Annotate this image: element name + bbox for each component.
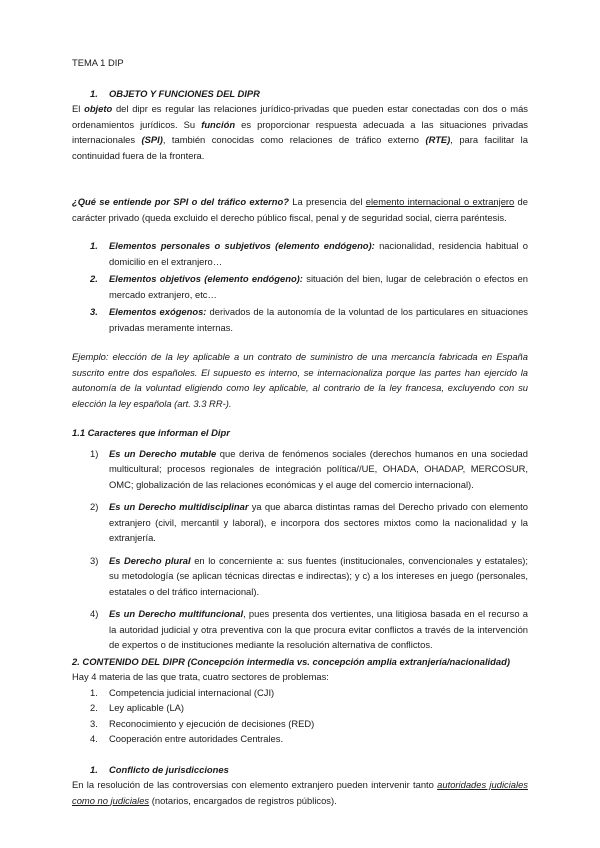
list-item — [90, 499, 528, 546]
text-run: La presencia del — [289, 196, 366, 207]
list-label: Es un Derecho mutable — [109, 447, 217, 459]
list-item — [90, 304, 528, 335]
text-run: , para facilitar la continuidad fuera de la frontera. — [72, 134, 528, 161]
text-run: de carácter privado (queda excluido el derecho público fiscal, penal y de seguridad social, cierra paréntesis. — [72, 196, 528, 223]
list-text: ya que abarca distintas ramas del Derecho privado con elemento extranjero (civil, mercantil y laboral), e incorpora dos sectores mixtos como la nacionalidad y la extranjería. — [109, 501, 528, 543]
document-page — [72, 55, 528, 808]
underlined-term: elemento internacional o extranjero — [365, 196, 515, 207]
section-1-title: OBJETO Y FUNCIONES DEL DIPR — [109, 87, 260, 99]
list-item — [90, 238, 528, 269]
list-number: 2. — [90, 273, 98, 284]
list-number: 3. — [90, 717, 98, 729]
section-1-number: 1. — [90, 87, 98, 99]
elements-list — [72, 238, 528, 335]
question-text: ¿Qué se entiende por SPI o del tráfico externo? — [72, 196, 289, 207]
list-text: situación del bien, lugar de celebración o efectos en mercado extranjero, etc… — [109, 273, 528, 300]
term-objeto: objeto — [84, 103, 113, 114]
list-item — [90, 606, 528, 653]
list-label: Es Derecho plural — [109, 554, 191, 566]
list-number: 2) — [90, 501, 99, 512]
term-funcion: función — [201, 118, 236, 130]
characters-list — [72, 446, 528, 653]
section-3-paragraph — [72, 777, 528, 808]
list-text: nacionalidad, residencia habitual o domicilio en el extranjero… — [109, 240, 528, 267]
text-run: (notarios, encargados de registros públicos). — [149, 794, 337, 806]
text-run: En la resolución de las controversias con elemento extranjero pueden intervenir tanto — [72, 779, 438, 790]
list-label: Elementos objetivos (elemento endógeno): — [109, 273, 303, 284]
list-text: derivados de la autonomía de la voluntad de los particulares en situaciones privadas meramente internas. — [109, 306, 528, 333]
topic-heading: TEMA 1 DIP — [72, 57, 124, 68]
list-text: Ley aplicable (LA) — [109, 702, 185, 713]
list-text: que deriva de fenómenos sociales (derechos humanos en una sociedad multicultural; procesos regionales de integración política//UE, OHADA, OHADAP, MERCOSUR, OMC; globalización de las relaciones económicas y el auge del comercio internacional). — [109, 447, 528, 490]
section-1-paragraph — [72, 101, 528, 163]
example-paragraph: Ejemplo: elección de la ley aplicable a un contrato de suministro de una mercancía fabricada en España suscrito entre dos españoles. El supuesto es interno, se internacionaliza porque las partes han ejercido la autonomía de la voluntad eligiendo como ley aplicable, al contrario de la ley francesa, excluyendo con su elección la ley española (art. 3.3 RR-). — [72, 351, 528, 409]
list-text: en lo concerniente a: sus fuentes (institucionales, convencionales y estatales); su metodología (se aplican técnicas directas e indirectas); y c) a los intereses en juego (personales, estatales o del tráfico internacional). — [109, 554, 529, 597]
list-number: 3. — [90, 306, 98, 317]
section-3-title: Conflicto de jurisdicciones — [109, 763, 229, 775]
list-number: 4) — [90, 608, 99, 619]
list-text: Reconocimiento y ejecución de decisiones (RED) — [109, 717, 315, 729]
section-1-1-title: 1.1 Caracteres que informan el Dipr — [72, 427, 230, 438]
list-label: Elementos personales o subjetivos (elemento endógeno): — [109, 240, 375, 251]
list-item — [90, 446, 528, 493]
list-item — [90, 716, 528, 732]
list-number: 3) — [90, 554, 99, 566]
section-3-number: 1. — [90, 763, 98, 775]
section-2-intro: Hay 4 materia de las que trata, cuatro sectores de problemas: — [72, 671, 329, 682]
term-rte: (RTE) — [425, 134, 451, 145]
list-number: 1) — [90, 447, 99, 459]
list-number: 4. — [90, 733, 98, 744]
list-item — [90, 271, 528, 302]
list-number: 1. — [90, 240, 98, 251]
text-run: , también conocidas como relaciones de tráfico externo — [162, 134, 426, 145]
section-3-heading — [72, 762, 528, 778]
contents-list — [72, 685, 528, 747]
term-spi: (SPI) — [141, 134, 163, 145]
list-item — [90, 700, 528, 716]
list-label: Es un Derecho multidisciplinar — [109, 501, 249, 512]
list-label: Es un Derecho multifuncional — [109, 608, 244, 619]
text-run: es proporcionar respuesta adecuada a las situaciones privadas internacionales — [72, 118, 528, 145]
list-text: Competencia judicial internacional (CJI) — [109, 686, 275, 698]
list-number: 1. — [90, 686, 98, 698]
list-item — [90, 685, 528, 701]
text-run: El — [72, 103, 85, 114]
list-item — [90, 553, 528, 600]
section-1-heading — [72, 86, 528, 102]
spi-question-paragraph — [72, 194, 528, 225]
list-label: Elementos exógenos: — [109, 306, 207, 317]
underlined-term: autoridades judiciales como no judiciales — [72, 779, 528, 806]
list-text: , pues presenta dos vertientes, una litigiosa basada en el recurso a la autoridad judicial y otra preventiva con la que procura evitar conflictos a través de la intervención de expertos o de instituciones mediante la resolución alternativa de conflictos. — [109, 608, 528, 650]
text-run: del dipr es regular las relaciones jurídico-privadas que pueden estar conectadas con dos o más ordenamientos jurídicos. Su — [72, 103, 528, 130]
list-number: 2. — [90, 702, 98, 713]
list-text: Cooperación entre autoridades Centrales. — [109, 733, 284, 744]
section-2-title: 2. CONTENIDO DEL DIPR (Concepción intermedia vs. concepción amplia extranjería/nacionalidad) — [72, 655, 510, 667]
list-item — [90, 731, 528, 747]
